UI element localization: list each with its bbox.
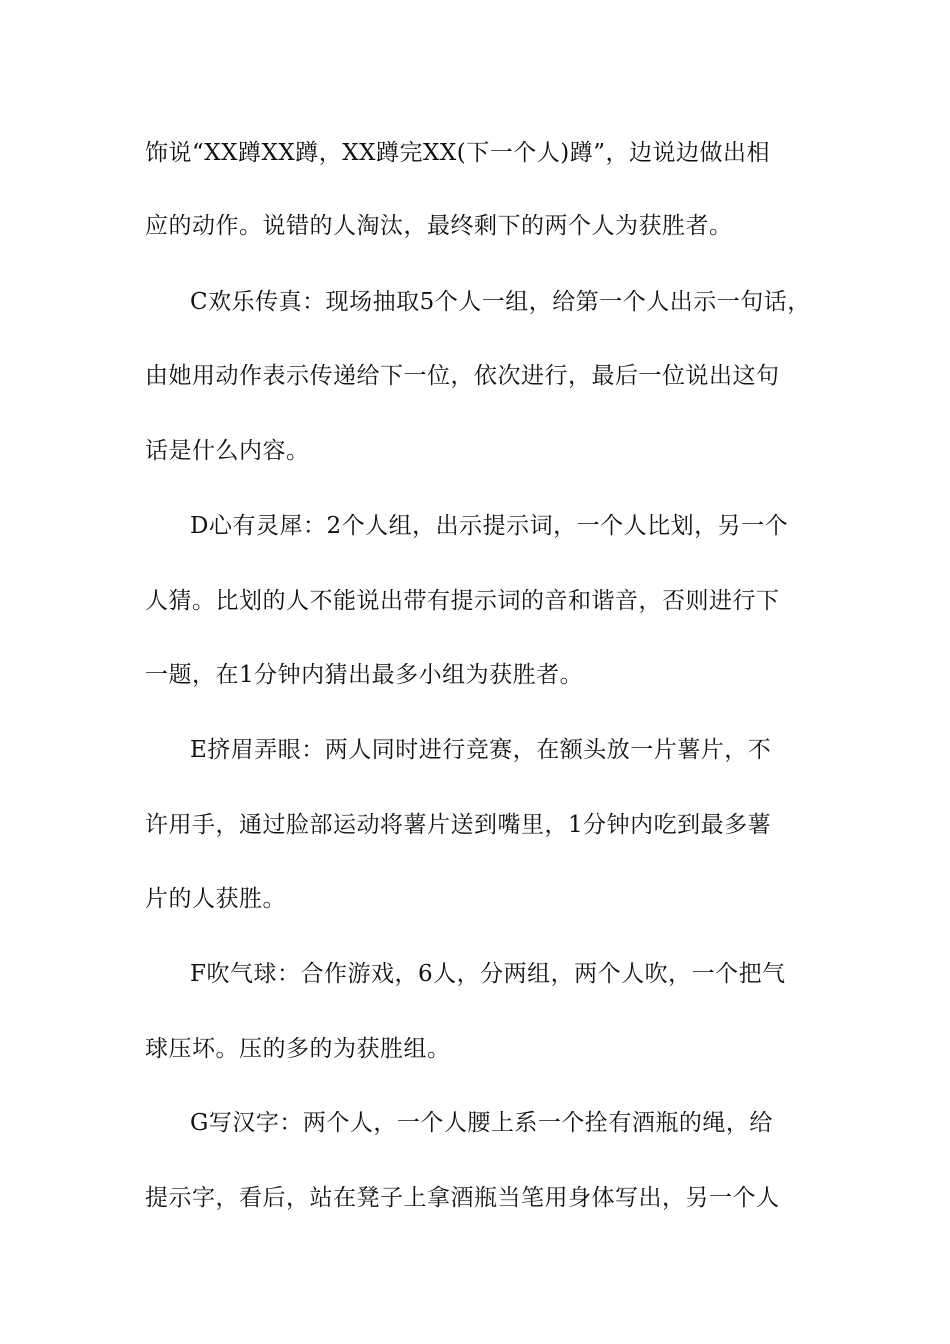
text-line: 话是什么内容。 (145, 438, 310, 464)
text-line: 应的动作。说错的人淘汰，最终剩下的两个人为获胜者。 (145, 213, 733, 239)
text-line: 人猜。比划的人不能说出带有提示词的音和谐音，否则进行下 (145, 588, 780, 614)
text-line: 片的人获胜。 (145, 886, 286, 912)
text-line: 由她用动作表示传递给下一位，依次进行，最后一位说出这句 (145, 363, 780, 389)
paragraph-e-heading-line: E挤眉弄眼：两人同时进行竞赛，在额头放一片薯片，不 (190, 737, 772, 763)
text-line: 饰说“XX蹲XX蹲，XX蹲完XX(下一个人)蹲”，边说边做出相 (145, 140, 770, 166)
paragraph-f-heading-line: F吹气球：合作游戏，6人，分两组，两个人吹，一个把气 (190, 961, 786, 987)
text-line: 许用手，通过脸部运动将薯片送到嘴里，1分钟内吃到最多薯 (145, 812, 772, 838)
paragraph-c-heading-line: C欢乐传真：现场抽取5个人一组，给第一个人出示一句话， (190, 289, 811, 315)
text-line: 球压坏。压的多的为获胜组。 (145, 1036, 451, 1062)
paragraph-d-heading-line: D心有灵犀：2个人组，出示提示词，一个人比划，另一个 (190, 513, 789, 539)
text-line: 提示字，看后，站在凳子上拿酒瓶当笔用身体写出，另一个人 (145, 1185, 780, 1211)
paragraph-g-heading-line: G写汉字：两个人，一个人腰上系一个拴有酒瓶的绳，给 (190, 1110, 773, 1136)
text-line: 一题，在1分钟内猜出最多小组为获胜者。 (145, 662, 584, 688)
